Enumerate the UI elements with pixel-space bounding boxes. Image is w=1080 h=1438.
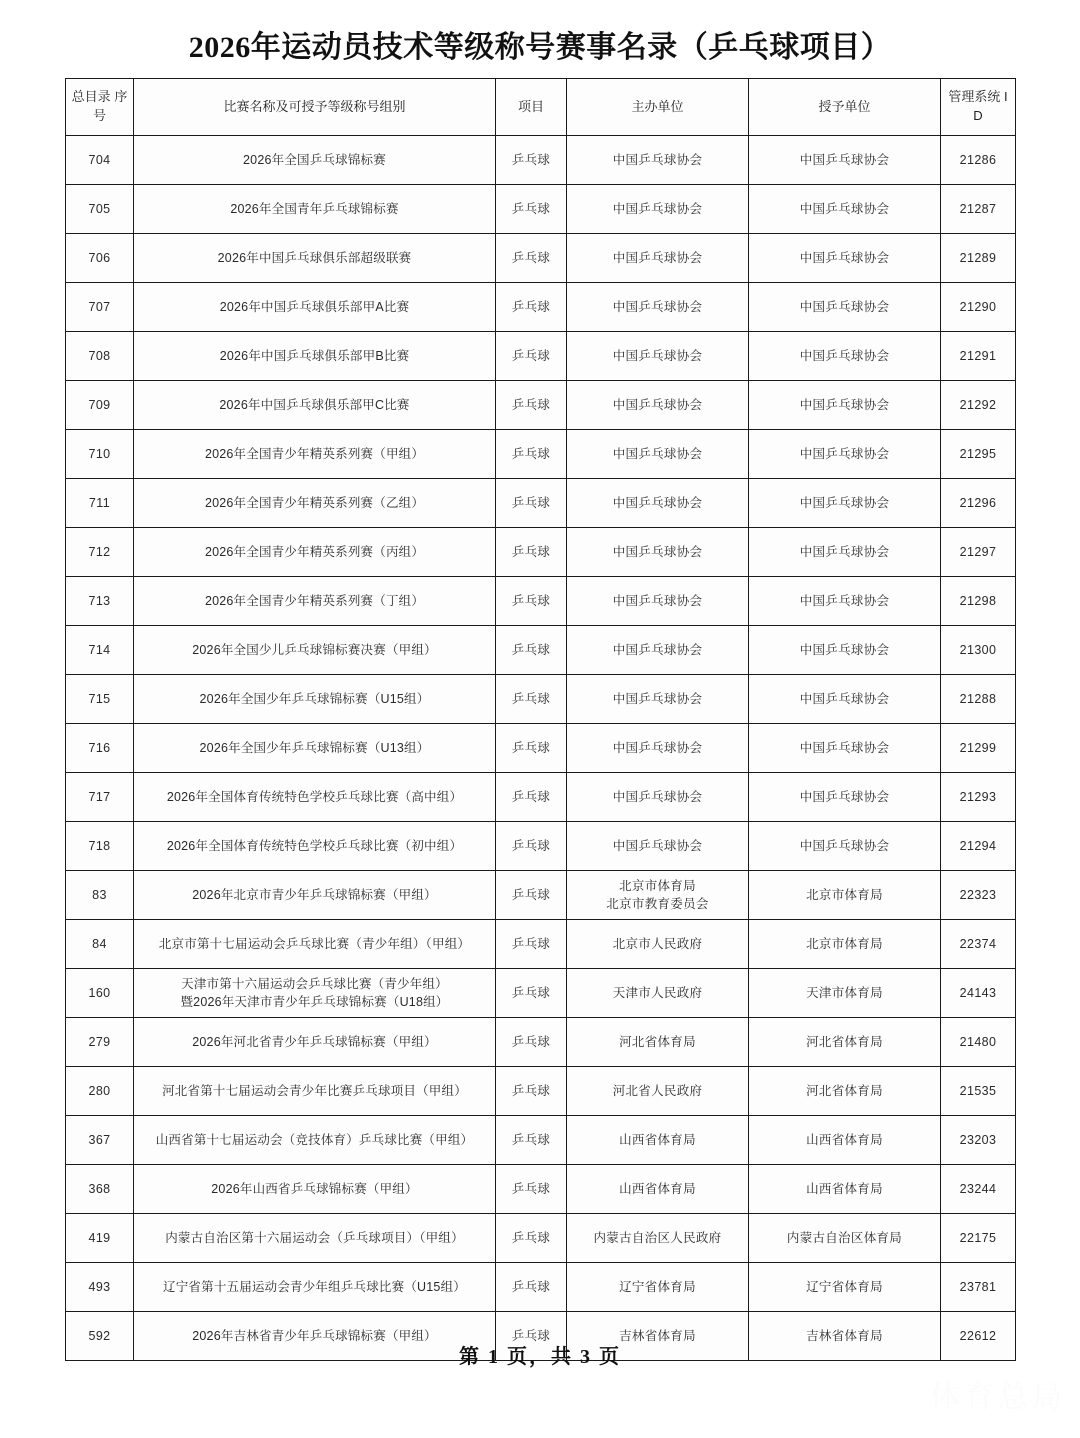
cell-event: 乒乓球	[496, 283, 567, 332]
cell-granting-org: 中国乒乓球协会	[749, 430, 941, 479]
cell-granting-org: 中国乒乓球协会	[749, 577, 941, 626]
cell-system-id: 21480	[941, 1018, 1016, 1067]
cell-event: 乒乓球	[496, 136, 567, 185]
cell-catalog-no: 713	[66, 577, 134, 626]
table-row	[66, 675, 1016, 724]
cell-system-id: 22374	[941, 920, 1016, 969]
cell-host-org-line2: 北京市教育委员会	[606, 897, 709, 911]
cell-system-id: 21295	[941, 430, 1016, 479]
cell-granting-org: 中国乒乓球协会	[749, 234, 941, 283]
cell-competition-name: 2026年中国乒乓球俱乐部超级联赛	[134, 234, 496, 283]
cell-catalog-no: 711	[66, 479, 134, 528]
cell-host-org: 中国乒乓球协会	[567, 822, 749, 871]
cell-granting-org: 山西省体育局	[749, 1165, 941, 1214]
cell-system-id: 22175	[941, 1214, 1016, 1263]
cell-event: 乒乓球	[496, 1018, 567, 1067]
cell-host-org: 河北省体育局	[567, 1018, 749, 1067]
cell-competition-name: 2026年全国少年乒乓球锦标赛（U15组）	[134, 675, 496, 724]
cell-granting-org: 中国乒乓球协会	[749, 773, 941, 822]
cell-granting-org: 中国乒乓球协会	[749, 675, 941, 724]
table-row	[66, 1165, 1016, 1214]
table-row	[66, 822, 1016, 871]
cell-event: 乒乓球	[496, 626, 567, 675]
cell-event: 乒乓球	[496, 1263, 567, 1312]
cell-granting-org: 河北省体育局	[749, 1067, 941, 1116]
cell-event: 乒乓球	[496, 675, 567, 724]
cell-system-id: 21293	[941, 773, 1016, 822]
column-header-catalog-no-line2: 序号	[92, 89, 128, 123]
cell-system-id: 23203	[941, 1116, 1016, 1165]
cell-event: 乒乓球	[496, 234, 567, 283]
cell-system-id: 21297	[941, 528, 1016, 577]
cell-system-id: 24143	[941, 969, 1016, 1018]
cell-competition-name-lines	[138, 975, 491, 1011]
cell-host-org: 内蒙古自治区人民政府	[567, 1214, 749, 1263]
table-row	[66, 920, 1016, 969]
cell-competition-name: 2026年中国乒乓球俱乐部甲B比赛	[134, 332, 496, 381]
cell-host-org: 中国乒乓球协会	[567, 185, 749, 234]
cell-catalog-no: 707	[66, 283, 134, 332]
table-row	[66, 430, 1016, 479]
cell-host-org: 中国乒乓球协会	[567, 479, 749, 528]
cell-event: 乒乓球	[496, 528, 567, 577]
cell-competition-name: 2026年河北省青少年乒乓球锦标赛（甲组）	[134, 1018, 496, 1067]
cell-competition-name: 2026年全国青少年精英系列赛（甲组）	[134, 430, 496, 479]
cell-competition-name: 2026年全国青少年精英系列赛（丁组）	[134, 577, 496, 626]
cell-event: 乒乓球	[496, 185, 567, 234]
cell-competition-name: 2026年中国乒乓球俱乐部甲C比赛	[134, 381, 496, 430]
cell-catalog-no: 717	[66, 773, 134, 822]
cell-event: 乒乓球	[496, 381, 567, 430]
column-header-competition-name: 比赛名称及可授予等级称号组别	[134, 79, 496, 136]
cell-catalog-no: 279	[66, 1018, 134, 1067]
cell-catalog-no: 493	[66, 1263, 134, 1312]
cell-event: 乒乓球	[496, 577, 567, 626]
cell-competition-name: 2026年全国青少年精英系列赛（乙组）	[134, 479, 496, 528]
cell-host-org-lines	[571, 877, 744, 913]
column-header-catalog-no	[66, 79, 134, 136]
table-row	[66, 381, 1016, 430]
cell-granting-org: 中国乒乓球协会	[749, 283, 941, 332]
cell-granting-org: 中国乒乓球协会	[749, 185, 941, 234]
cell-competition-name: 2026年全国体育传统特色学校乒乓球比赛（高中组）	[134, 773, 496, 822]
cell-event: 乒乓球	[496, 332, 567, 381]
cell-event: 乒乓球	[496, 1116, 567, 1165]
table-row	[66, 969, 1016, 1018]
cell-event: 乒乓球	[496, 822, 567, 871]
column-header-granting-org: 授予单位	[749, 79, 941, 136]
cell-host-org: 中国乒乓球协会	[567, 773, 749, 822]
cell-host-org: 中国乒乓球协会	[567, 234, 749, 283]
cell-system-id: 21296	[941, 479, 1016, 528]
cell-host-org: 山西省体育局	[567, 1165, 749, 1214]
cell-competition-name-line2: 暨2026年天津市青少年乒乓球锦标赛（U18组）	[180, 995, 449, 1009]
cell-event: 乒乓球	[496, 871, 567, 920]
cell-granting-org: 中国乒乓球协会	[749, 136, 941, 185]
cell-catalog-no: 708	[66, 332, 134, 381]
cell-host-org: 河北省人民政府	[567, 1067, 749, 1116]
cell-catalog-no: 714	[66, 626, 134, 675]
cell-competition-name: 2026年山西省乒乓球锦标赛（甲组）	[134, 1165, 496, 1214]
table-header-row	[66, 79, 1016, 136]
table-row	[66, 528, 1016, 577]
table-body	[66, 136, 1016, 1361]
cell-host-org: 中国乒乓球协会	[567, 724, 749, 773]
cell-host-org: 山西省体育局	[567, 1116, 749, 1165]
cell-system-id: 21288	[941, 675, 1016, 724]
cell-host-org	[567, 871, 749, 920]
cell-catalog-no: 84	[66, 920, 134, 969]
cell-host-org: 天津市人民政府	[567, 969, 749, 1018]
table-row	[66, 577, 1016, 626]
cell-host-org: 吉林省体育局	[567, 1312, 749, 1361]
cell-granting-org: 中国乒乓球协会	[749, 332, 941, 381]
cell-catalog-no: 367	[66, 1116, 134, 1165]
cell-granting-org: 天津市体育局	[749, 969, 941, 1018]
cell-system-id: 21287	[941, 185, 1016, 234]
cell-host-org: 中国乒乓球协会	[567, 626, 749, 675]
column-header-event: 项目	[496, 79, 567, 136]
table-row	[66, 1116, 1016, 1165]
cell-host-org: 辽宁省体育局	[567, 1263, 749, 1312]
competition-listing-table	[65, 78, 1016, 1361]
cell-competition-name: 2026年北京市青少年乒乓球锦标赛（甲组）	[134, 871, 496, 920]
cell-event: 乒乓球	[496, 1214, 567, 1263]
cell-event: 乒乓球	[496, 1165, 567, 1214]
cell-host-org: 北京市人民政府	[567, 920, 749, 969]
column-header-catalog-no-line1: 总目录	[71, 89, 111, 105]
table-row	[66, 234, 1016, 283]
cell-system-id: 21290	[941, 283, 1016, 332]
table-row	[66, 136, 1016, 185]
cell-system-id: 23244	[941, 1165, 1016, 1214]
cell-granting-org: 中国乒乓球协会	[749, 724, 941, 773]
cell-granting-org: 北京市体育局	[749, 920, 941, 969]
cell-host-org: 中国乒乓球协会	[567, 136, 749, 185]
cell-host-org: 中国乒乓球协会	[567, 675, 749, 724]
listing-table-container	[65, 78, 1015, 1361]
cell-catalog-no: 280	[66, 1067, 134, 1116]
cell-granting-org: 中国乒乓球协会	[749, 381, 941, 430]
cell-granting-org: 中国乒乓球协会	[749, 479, 941, 528]
cell-host-org: 中国乒乓球协会	[567, 577, 749, 626]
table-row	[66, 724, 1016, 773]
cell-competition-name: 山西省第十七届运动会（竞技体育）乒乓球比赛（甲组）	[134, 1116, 496, 1165]
cell-granting-org: 中国乒乓球协会	[749, 822, 941, 871]
cell-granting-org: 内蒙古自治区体育局	[749, 1214, 941, 1263]
cell-granting-org: 中国乒乓球协会	[749, 528, 941, 577]
table-row	[66, 1263, 1016, 1312]
cell-catalog-no: 716	[66, 724, 134, 773]
table-row	[66, 283, 1016, 332]
page-footer: 第 1 页，共 3 页	[459, 1346, 621, 1368]
cell-catalog-no: 83	[66, 871, 134, 920]
cell-system-id: 21299	[941, 724, 1016, 773]
cell-competition-name: 河北省第十七届运动会青少年比赛乒乓球项目（甲组）	[134, 1067, 496, 1116]
cell-event: 乒乓球	[496, 479, 567, 528]
cell-competition-name: 2026年吉林省青少年乒乓球锦标赛（甲组）	[134, 1312, 496, 1361]
table-row	[66, 1214, 1016, 1263]
cell-system-id: 21286	[941, 136, 1016, 185]
cell-system-id: 22323	[941, 871, 1016, 920]
cell-system-id: 21298	[941, 577, 1016, 626]
cell-competition-name: 2026年全国乒乓球锦标赛	[134, 136, 496, 185]
column-header-system-id-line2: ID	[973, 89, 1008, 123]
cell-system-id: 21291	[941, 332, 1016, 381]
cell-event: 乒乓球	[496, 773, 567, 822]
table-row	[66, 479, 1016, 528]
column-header-system-id-line1: 管理系统	[948, 89, 1001, 105]
cell-catalog-no: 705	[66, 185, 134, 234]
cell-event: 乒乓球	[496, 430, 567, 479]
cell-competition-name: 2026年全国青少年精英系列赛（丙组）	[134, 528, 496, 577]
cell-catalog-no: 704	[66, 136, 134, 185]
cell-granting-org: 河北省体育局	[749, 1018, 941, 1067]
cell-system-id: 21535	[941, 1067, 1016, 1116]
cell-system-id: 22612	[941, 1312, 1016, 1361]
cell-catalog-no: 160	[66, 969, 134, 1018]
cell-host-org: 中国乒乓球协会	[567, 430, 749, 479]
table-row	[66, 871, 1016, 920]
cell-host-org: 中国乒乓球协会	[567, 528, 749, 577]
cell-competition-name: 2026年全国体育传统特色学校乒乓球比赛（初中组）	[134, 822, 496, 871]
cell-host-org: 中国乒乓球协会	[567, 283, 749, 332]
cell-event: 乒乓球	[496, 724, 567, 773]
cell-competition-name: 2026年全国少儿乒乓球锦标赛决赛（甲组）	[134, 626, 496, 675]
cell-granting-org: 辽宁省体育局	[749, 1263, 941, 1312]
cell-granting-org: 山西省体育局	[749, 1116, 941, 1165]
cell-catalog-no: 709	[66, 381, 134, 430]
cell-system-id: 21300	[941, 626, 1016, 675]
cell-competition-name: 2026年全国少年乒乓球锦标赛（U13组）	[134, 724, 496, 773]
cell-competition-name: 内蒙古自治区第十六届运动会（乒乓球项目）（甲组）	[134, 1214, 496, 1263]
cell-host-org: 中国乒乓球协会	[567, 332, 749, 381]
cell-competition-name: 辽宁省第十五届运动会青少年组乒乓球比赛（U15组）	[134, 1263, 496, 1312]
cell-granting-org: 吉林省体育局	[749, 1312, 941, 1361]
cell-catalog-no: 592	[66, 1312, 134, 1361]
cell-system-id: 21289	[941, 234, 1016, 283]
table-row	[66, 185, 1016, 234]
table-header	[66, 79, 1016, 136]
table-row	[66, 1018, 1016, 1067]
cell-catalog-no: 706	[66, 234, 134, 283]
table-row	[66, 626, 1016, 675]
cell-competition-name: 北京市第十七届运动会乒乓球比赛（青少年组）（甲组）	[134, 920, 496, 969]
cell-competition-name: 2026年中国乒乓球俱乐部甲A比赛	[134, 283, 496, 332]
cell-granting-org: 中国乒乓球协会	[749, 626, 941, 675]
cell-host-org-line1: 北京市体育局	[619, 878, 696, 893]
watermark: 体育总局	[930, 1381, 1066, 1414]
cell-system-id: 21292	[941, 381, 1016, 430]
cell-catalog-no: 718	[66, 822, 134, 871]
cell-event: 乒乓球	[496, 1312, 567, 1361]
page-title: 2026年运动员技术等级称号赛事名录（乒乓球项目）	[188, 31, 892, 64]
cell-system-id: 21294	[941, 822, 1016, 871]
column-header-system-id	[941, 79, 1016, 136]
table-row	[66, 332, 1016, 381]
cell-catalog-no: 419	[66, 1214, 134, 1263]
cell-catalog-no: 715	[66, 675, 134, 724]
table-row	[66, 1067, 1016, 1116]
cell-catalog-no: 368	[66, 1165, 134, 1214]
cell-granting-org: 北京市体育局	[749, 871, 941, 920]
cell-event: 乒乓球	[496, 920, 567, 969]
cell-competition-name: 2026年全国青年乒乓球锦标赛	[134, 185, 496, 234]
cell-catalog-no: 712	[66, 528, 134, 577]
cell-event: 乒乓球	[496, 969, 567, 1018]
cell-event: 乒乓球	[496, 1067, 567, 1116]
cell-system-id: 23781	[941, 1263, 1016, 1312]
column-header-host-org: 主办单位	[567, 79, 749, 136]
cell-competition-name-line1: 天津市第十六届运动会乒乓球比赛（青少年组）	[181, 976, 448, 991]
table-row	[66, 773, 1016, 822]
cell-catalog-no: 710	[66, 430, 134, 479]
cell-host-org: 中国乒乓球协会	[567, 381, 749, 430]
cell-competition-name	[134, 969, 496, 1018]
